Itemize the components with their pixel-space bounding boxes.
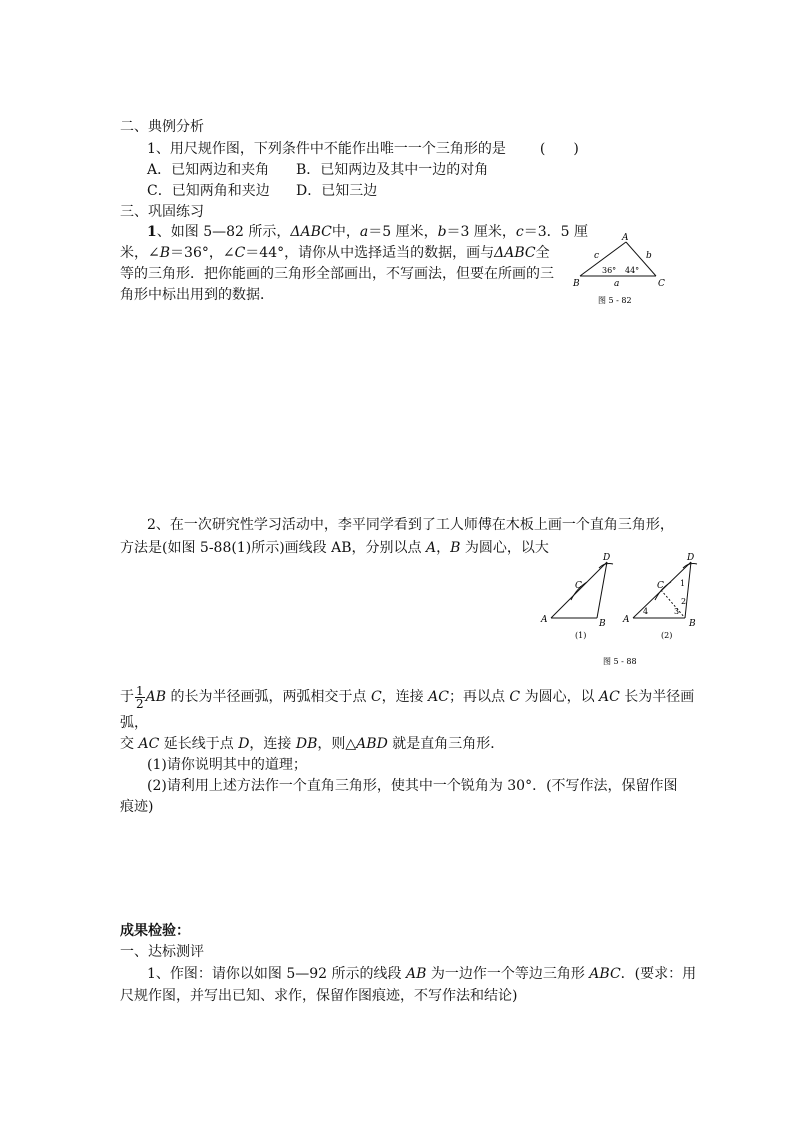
segment-AC: AC — [428, 689, 449, 705]
text-run: ＝44°，请你从中选择适当的数据，画与 — [245, 245, 495, 261]
label-a: a — [614, 279, 620, 289]
fig2-C: C — [657, 581, 664, 591]
option-b: B．已知两边及其中一边的对角 — [296, 162, 489, 178]
option-d: D．已知三边 — [296, 183, 378, 199]
text-run: ；再以点 — [448, 689, 510, 705]
fig2-B: B — [689, 619, 696, 629]
segment-AC: AC — [599, 689, 620, 705]
practice-2-line-3 — [120, 682, 694, 712]
segment-AC: AC — [138, 736, 160, 752]
var-c: c — [515, 224, 524, 240]
figure-5-82 — [570, 228, 680, 310]
text-run: 的长为半径画弧，两弧相交于点 — [166, 689, 371, 705]
text-run: ＝3．5 厘 — [523, 224, 589, 240]
practice-2-sub-1: (1)请你说明其中的道理； — [147, 757, 307, 773]
practice-2-line-5 — [120, 734, 504, 754]
text-run: 方法是(如图 5-88(1)所示)画线段 AB，分别以点 — [120, 540, 426, 556]
angle-B: 36° — [602, 266, 617, 275]
fig2-angle-4: 4 — [643, 607, 649, 616]
text-run: 为圆心，以大 — [460, 540, 549, 556]
label-c: c — [594, 251, 600, 261]
text-run: 于 — [120, 689, 134, 705]
triangle-label: ΔABC — [290, 224, 332, 240]
results-question-1-line-2: 尺规作图，并写出已知、求作，保留作图痕迹，不写作法和结论) — [120, 988, 518, 1004]
vertex-C: C — [658, 279, 665, 289]
text-run: 为一边作一个等边三角形 — [426, 966, 590, 982]
segment-DB: DB — [295, 736, 318, 752]
fraction-half — [135, 685, 145, 710]
text-run: ＝3 厘米， — [446, 224, 516, 240]
text-run: 延长线于点 — [159, 736, 239, 752]
fig1-sub: (1) — [575, 631, 587, 640]
answer-blank: ( ) — [539, 141, 579, 157]
point-C: C — [370, 689, 382, 705]
vertex-B: B — [573, 279, 580, 289]
text-run: 交 — [120, 736, 139, 752]
practice-2-line-1: 2、在一次研究性学习活动中，李平同学看到了工人师傅在木板上画一个直角三角形， — [147, 517, 674, 533]
angle-C: 44° — [625, 266, 640, 275]
text-run: ．(要求：用 — [620, 966, 697, 982]
section-heading-practice: 三、巩固练习 — [120, 204, 204, 220]
fig1-A: A — [541, 615, 548, 625]
fig2-angle-2: 2 — [681, 597, 687, 606]
text-run: ，连接 — [381, 689, 429, 705]
results-question-1-line-1 — [147, 964, 696, 984]
fig2-DB — [685, 562, 691, 618]
text-run: 全 — [535, 245, 550, 261]
text-run: 米，∠ — [120, 245, 160, 261]
fig1-C: C — [575, 581, 582, 591]
fraction-denominator: 2 — [136, 696, 144, 711]
figure-5-88 — [535, 552, 705, 670]
vertex-A: A — [622, 233, 629, 243]
section-heading-examples: 二、典例分析 — [120, 119, 204, 135]
text-run: 长为半径画 — [619, 689, 695, 705]
text-run: 1、作图：请你以如图 5—92 所示的线段 — [147, 966, 406, 982]
text-run: 为圆心，以 — [520, 689, 600, 705]
text-run: ，连接 — [249, 736, 296, 752]
results-subheading: 一、达标测评 — [120, 944, 204, 960]
example-question-1 — [147, 139, 579, 159]
var-C: C — [234, 245, 246, 261]
practice-2-sub-2-cont: 痕迹) — [120, 799, 154, 815]
segment-AB: AB — [145, 689, 167, 705]
practice-1-line-1 — [147, 222, 588, 242]
fig2-D: D — [687, 553, 695, 563]
practice-1-line-4: 角形中标出用到的数据． — [120, 287, 274, 303]
figure-caption: 图 5 - 82 — [598, 296, 632, 305]
point-C: C — [509, 689, 521, 705]
label-b: b — [646, 251, 652, 261]
practice-1-line-2 — [120, 243, 550, 263]
text-run: ＝5 厘米， — [368, 224, 438, 240]
fig2-angle-3: 3 — [674, 607, 680, 616]
triangle-label: ΔABC — [494, 245, 536, 261]
practice-1-line-3: 等的三角形．把你能画的三角形全部画出，不写画法，但要在所画的三 — [120, 266, 554, 282]
text-run: 中， — [331, 224, 360, 240]
example-question-text: 1、用尺规作图，下列条件中不能作出唯一一个三角形的是 — [147, 141, 506, 157]
option-a: A．已知两边和夹角 — [147, 162, 270, 178]
point-B: B — [450, 540, 461, 556]
results-heading: 成果检验： — [120, 923, 190, 939]
fig2-angle-1: 1 — [680, 579, 686, 588]
triangle-ABD: ABD — [356, 736, 388, 752]
var-a: a — [359, 224, 369, 240]
practice-2-sub-2: (2)请利用上述方法作一个直角三角形，使其中一个锐角为 30°．(不写作法，保留作图 — [147, 778, 678, 794]
fig1-B: B — [599, 619, 606, 629]
text-run: ， — [436, 540, 451, 556]
fraction-numerator: 1 — [136, 683, 144, 698]
text-run: ，则△ — [317, 736, 357, 752]
var-B: B — [159, 245, 171, 261]
fig2-A: A — [623, 615, 630, 625]
fig88-caption: 图 5 - 88 — [603, 657, 637, 666]
text-run: ＝36°，∠ — [170, 245, 235, 261]
point-D: D — [238, 736, 250, 752]
fig1-D: D — [603, 553, 611, 563]
fig2-sub: (2) — [661, 631, 673, 640]
practice-2-line-4: 弧， — [120, 715, 148, 731]
triangle-ABC: ABC — [589, 966, 621, 982]
text-run: 、如图 5—82 所示， — [156, 224, 291, 240]
text-run: 就是直角三角形． — [387, 736, 505, 752]
var-b: b — [437, 224, 447, 240]
practice-2-line-2 — [120, 538, 549, 558]
segment-AB: AB — [405, 966, 427, 982]
question-number: 1 — [147, 224, 157, 240]
option-c: C．已知两角和夹边 — [147, 183, 270, 199]
point-A: A — [425, 540, 437, 556]
